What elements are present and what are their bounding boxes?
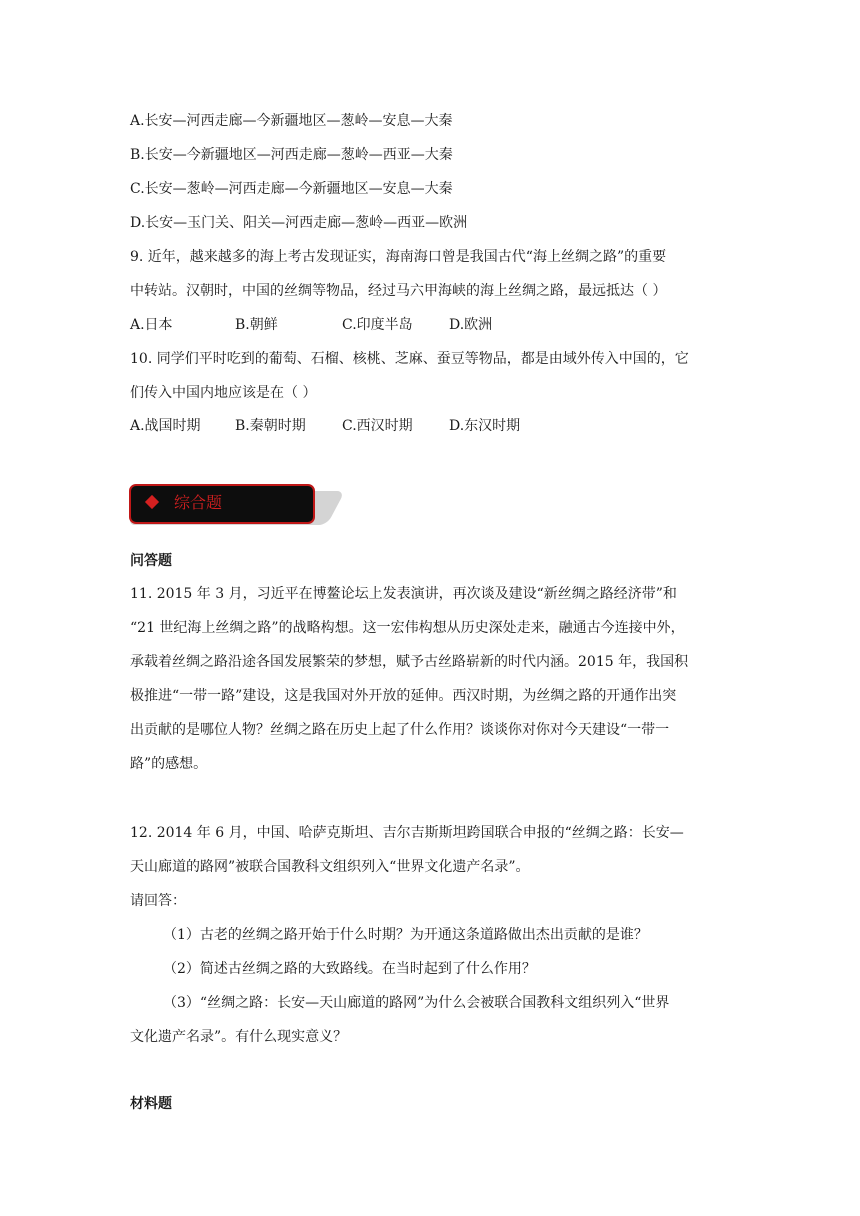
q8-option-d: D.长安—玉门关、阳关—河西走廊—葱岭—西亚—欧洲 <box>130 215 468 231</box>
q12-sub-2: （2）简述古丝绸之路的大致路线。在当时起到了什么作用？ <box>163 961 536 977</box>
q9-text-line-1: 9. 近年，越来越多的海上考古发现证实，海南海口曾是我国古代“海上丝绸之路”的重要 <box>130 249 667 265</box>
q10-option-a: A.战国时期 <box>130 418 201 434</box>
q10-option-b: B.秦朝时期 <box>235 418 306 434</box>
q11-line-4: 极推进“一带一路”建设，这是我国对外开放的延伸。西汉时期，为丝绸之路的开通作出突 <box>130 688 677 704</box>
q11-line-1: 11. 2015 年 3 月，习近平在博鳌论坛上发表演讲，再次谈及建设“新丝绸之路经济带”和 <box>130 586 677 602</box>
q12-line-2: 天山廊道的路网”被联合国教科文组织列入“世界文化遗产名录”。 <box>130 859 530 875</box>
q9-text-line-2: 中转站。汉朝时，中国的丝绸等物品，经过马六甲海峡的海上丝绸之路，最远抵达（ ） <box>130 283 667 299</box>
q11-line-6: 路”的感想。 <box>130 756 208 772</box>
q8-option-c: C.长安—葱岭—河西走廊—今新疆地区—安息—大秦 <box>130 181 453 197</box>
qa-heading: 问答题 <box>130 553 172 569</box>
q9-option-a: A.日本 <box>130 317 173 333</box>
q12-sub-3-line-1: （3）“丝绸之路：长安—天山廊道的路网”为什么会被联合国教科文组织列入“世界 <box>163 995 670 1011</box>
q8-option-a: A.长安—河西走廊—今新疆地区—葱岭—安息—大秦 <box>130 113 453 129</box>
q9-option-b: B.朝鲜 <box>235 317 278 333</box>
q8-option-b: B.长安—今新疆地区—河西走廊—葱岭—西亚—大秦 <box>130 147 453 163</box>
q10-text-line-1: 10. 同学们平时吃到的葡萄、石榴、核桃、芝麻、蚕豆等物品，都是由域外传入中国的，它 <box>130 351 689 367</box>
q11-line-2: “21 世纪海上丝绸之路”的战略构想。这一宏伟构想从历史深处走来，融通古今连接中外， <box>130 620 685 636</box>
q9-option-c: C.印度半岛 <box>342 317 413 333</box>
section-banner-title: 综合题 <box>174 493 223 512</box>
material-heading: 材料题 <box>130 1096 172 1112</box>
q12-line-1: 12. 2014 年 6 月，中国、哈萨克斯坦、吉尔吉斯斯坦跨国联合申报的“丝绸之路：长安— <box>130 825 684 841</box>
q11-line-3: 承载着丝绸之路沿途各国发展繁荣的梦想，赋予古丝路崭新的时代内涵。2015 年，我国积 <box>130 654 689 670</box>
q12-line-3: 请回答： <box>130 893 186 909</box>
q12-sub-3-line-2: 文化遗产名录”。有什么现实意义？ <box>130 1029 348 1045</box>
q9-option-d: D.欧洲 <box>449 317 493 333</box>
q11-line-5: 出贡献的是哪位人物？丝绸之路在历史上起了什么作用？谈谈你对你对今天建设“一带一 <box>130 722 670 738</box>
q10-option-c: C.西汉时期 <box>342 418 413 434</box>
q10-text-line-2: 们传入中国内地应该是在（ ） <box>130 385 317 401</box>
q12-sub-1: （1）古老的丝绸之路开始于什么时期？为开通这条道路做出杰出贡献的是谁？ <box>163 927 648 943</box>
q10-option-d: D.东汉时期 <box>449 418 521 434</box>
